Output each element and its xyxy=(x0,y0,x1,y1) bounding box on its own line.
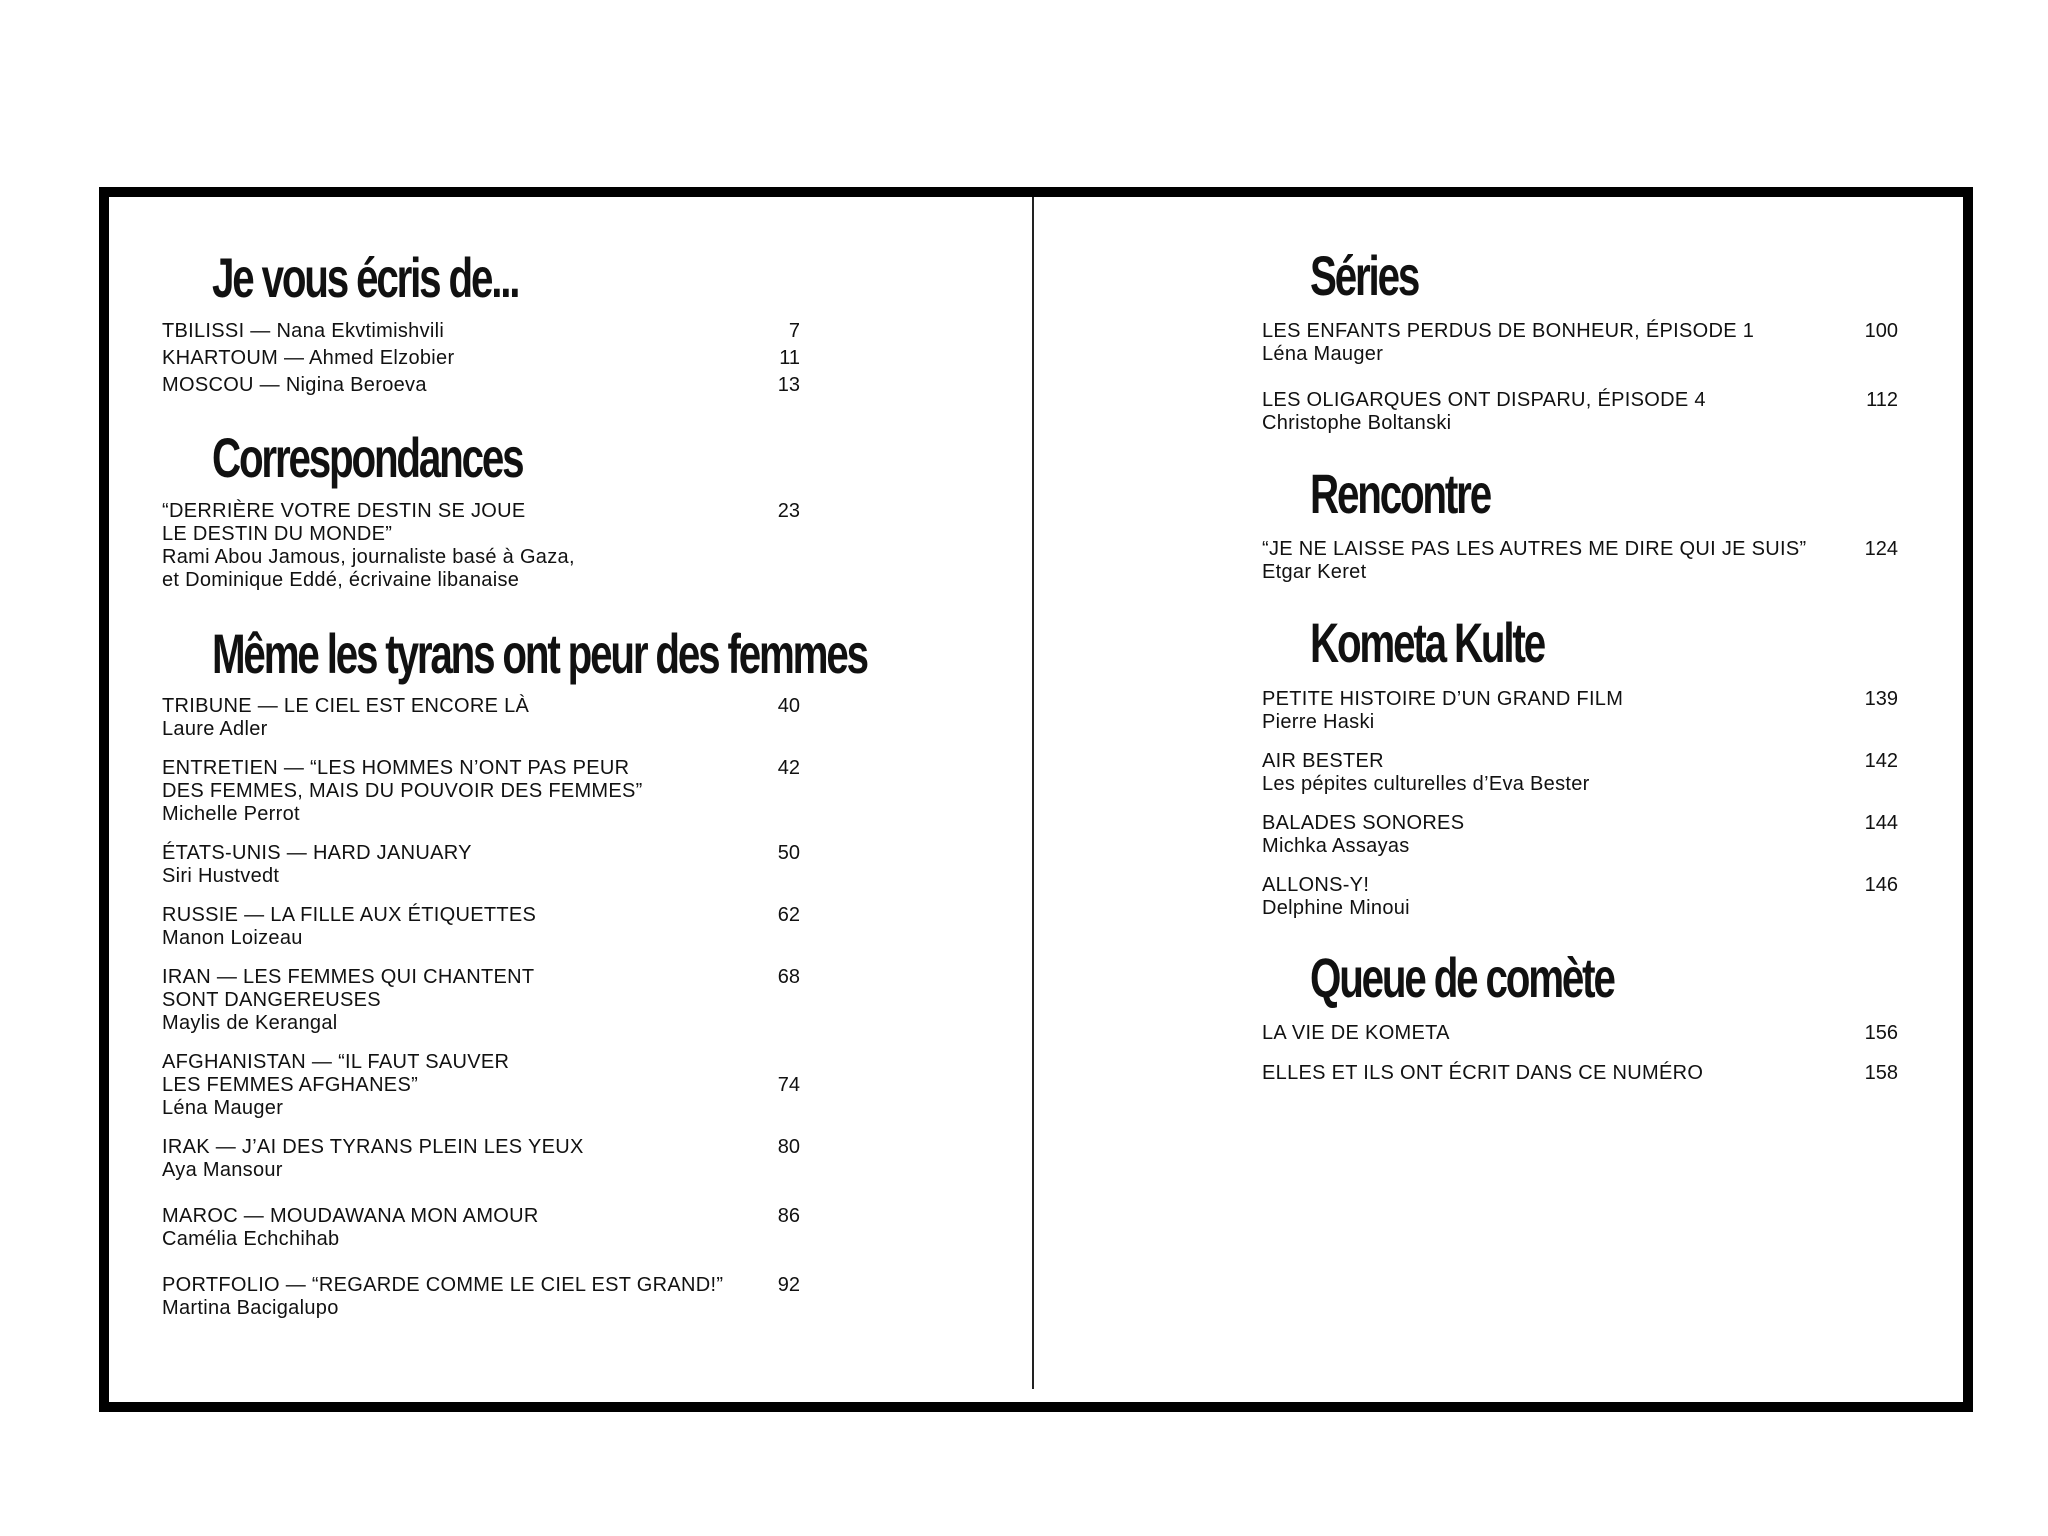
toc-entry[interactable]: LA VIE DE KOMETA xyxy=(1262,1022,1450,1044)
page-number: 139 xyxy=(1864,688,1898,710)
toc-entry[interactable]: TBILISSI — Nana Ekvtimishvili xyxy=(162,320,445,342)
page-gutter-divider xyxy=(1032,197,1034,1389)
page-number: 42 xyxy=(777,757,800,779)
page-number: 74 xyxy=(777,1074,800,1096)
toc-entry[interactable]: ELLES ET ILS ONT ÉCRIT DANS CE NUMÉRO xyxy=(1262,1062,1704,1084)
toc-entry[interactable]: PORTFOLIO — “REGARDE COMME LE CIEL EST GRAND!” Martina Bacigalupo xyxy=(162,1274,724,1319)
toc-entry[interactable]: IRAK — J’AI DES TYRANS PLEIN LES YEUX Aya Mansour xyxy=(162,1136,584,1181)
page-number: 124 xyxy=(1864,538,1898,560)
page-number: 13 xyxy=(777,374,800,396)
section-title-meme-les-tyrans: Même les tyrans ont peur des femmes xyxy=(212,622,867,685)
page-number: 68 xyxy=(777,966,800,988)
page-number: 86 xyxy=(777,1205,800,1227)
page-number: 144 xyxy=(1864,812,1898,834)
page-number: 100 xyxy=(1864,320,1898,342)
toc-entry[interactable]: ENTRETIEN — “LES HOMMES N’ONT PAS PEUR DES FEMMES, MAIS DU POUVOIR DES FEMMES” Michelle Perrot xyxy=(162,757,643,825)
toc-entry[interactable]: MAROC — MOUDAWANA MON AMOUR Camélia Echchihab xyxy=(162,1205,539,1250)
toc-entry[interactable]: MOSCOU — Nigina Beroeva xyxy=(162,374,427,396)
page-number: 40 xyxy=(777,695,800,717)
toc-entry[interactable]: TRIBUNE — LE CIEL EST ENCORE LÀ Laure Adler xyxy=(162,695,530,740)
toc-entry[interactable]: “DERRIÈRE VOTRE DESTIN SE JOUE LE DESTIN DU MONDE” Rami Abou Jamous, journaliste basé à Gaza, et Dominique Eddé, écrivaine libanaise xyxy=(162,500,575,591)
toc-entry[interactable]: AFGHANISTAN — “IL FAUT SAUVER LES FEMMES AFGHANES” Léna Mauger xyxy=(162,1051,510,1119)
section-title-rencontre: Rencontre xyxy=(1310,462,1490,525)
toc-entry[interactable]: RUSSIE — LA FILLE AUX ÉTIQUETTES Manon Loizeau xyxy=(162,904,537,949)
section-title-series: Séries xyxy=(1310,244,1419,307)
page-number: 112 xyxy=(1866,389,1898,411)
page-number: 7 xyxy=(788,320,800,342)
page-number: 80 xyxy=(777,1136,800,1158)
page-number: 146 xyxy=(1864,874,1898,896)
toc-entry[interactable]: IRAN — LES FEMMES QUI CHANTENT SONT DANGEREUSES Maylis de Kerangal xyxy=(162,966,535,1034)
toc-entry[interactable]: LES ENFANTS PERDUS DE BONHEUR, ÉPISODE 1 Léna Mauger xyxy=(1262,320,1755,365)
section-title-correspondances: Correspondances xyxy=(212,426,523,489)
page-number: 23 xyxy=(777,500,800,522)
toc-entry[interactable]: LES OLIGARQUES ONT DISPARU, ÉPISODE 4 Christophe Boltanski xyxy=(1262,389,1706,434)
page-number: 156 xyxy=(1864,1022,1898,1044)
section-title-kometa-kulte: Kometa Kulte xyxy=(1310,611,1544,674)
page-number: 62 xyxy=(777,904,800,926)
page-number: 50 xyxy=(777,842,800,864)
toc-entry[interactable]: AIR BESTER Les pépites culturelles d’Eva Bester xyxy=(1262,750,1590,795)
toc-entry[interactable]: ÉTATS-UNIS — HARD JANUARY Siri Hustvedt xyxy=(162,842,472,887)
page-number: 142 xyxy=(1864,750,1898,772)
toc-entry[interactable]: PETITE HISTOIRE D’UN GRAND FILM Pierre Haski xyxy=(1262,688,1624,733)
toc-entry[interactable]: BALADES SONORES Michka Assayas xyxy=(1262,812,1465,857)
section-title-je-vous-ecris: Je vous écris de... xyxy=(212,246,519,309)
toc-entry[interactable]: ALLONS-Y! Delphine Minoui xyxy=(1262,874,1410,919)
toc-entry[interactable]: KHARTOUM — Ahmed Elzobier xyxy=(162,347,455,369)
toc-entry[interactable]: “JE NE LAISSE PAS LES AUTRES ME DIRE QUI JE SUIS” Etgar Keret xyxy=(1262,538,1807,583)
page-number: 92 xyxy=(777,1274,800,1296)
page-number: 11 xyxy=(779,347,800,369)
section-title-queue-de-comete: Queue de comète xyxy=(1310,946,1614,1009)
page-number: 158 xyxy=(1864,1062,1898,1084)
